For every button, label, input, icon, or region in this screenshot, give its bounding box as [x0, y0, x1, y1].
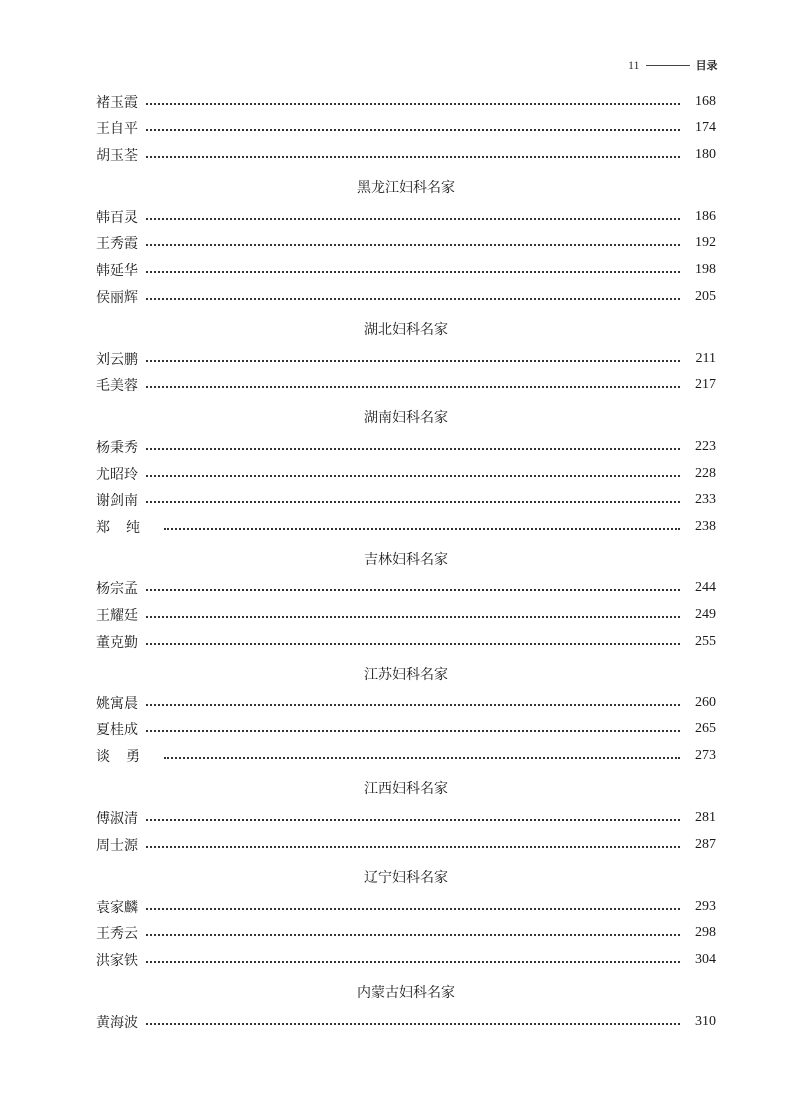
toc-entry[interactable]: [96, 835, 716, 855]
entry-page-number: 287: [695, 837, 716, 852]
entry-name: 毛美蓉: [96, 378, 138, 394]
dot-leader: [146, 271, 680, 273]
dot-leader: [146, 616, 680, 618]
entry-page-number: 265: [695, 721, 716, 736]
toc-entry[interactable]: [96, 118, 716, 138]
toc-entry[interactable]: [96, 1012, 716, 1032]
dot-leader: [146, 934, 680, 936]
entry-name: 夏桂成: [96, 722, 138, 738]
toc-entry[interactable]: [96, 632, 716, 652]
entry-name: 王秀云: [96, 926, 138, 942]
entry-name: 姚寓晨: [96, 696, 138, 712]
entry-page-number: 304: [695, 952, 716, 967]
entry-page-number: 273: [695, 748, 716, 763]
entry-page-number: 298: [695, 925, 716, 940]
entry-name: 谢剑南: [96, 493, 138, 509]
toc-entry[interactable]: [96, 605, 716, 625]
entry-name: 王秀霞: [96, 236, 138, 252]
dot-leader: [146, 386, 680, 388]
dot-leader: [164, 528, 680, 530]
entry-name: 褚玉霞: [96, 95, 138, 111]
entry-name: 董克勤: [96, 635, 138, 651]
entry-name: 王耀廷: [96, 608, 138, 624]
entry-name: 刘云鹏: [96, 352, 138, 368]
toc-entry[interactable]: [96, 437, 716, 457]
entry-name: 郑纯: [96, 520, 156, 536]
dot-leader: [146, 730, 680, 732]
dot-leader: [146, 360, 680, 362]
dot-leader: [164, 757, 680, 759]
toc-entry[interactable]: [96, 746, 716, 766]
dot-leader: [146, 961, 680, 963]
toc-entry[interactable]: [96, 233, 716, 253]
toc-entry[interactable]: [96, 693, 716, 713]
entry-name: 洪家铁: [96, 953, 138, 969]
section-heading: 湖北妇科名家: [364, 322, 448, 338]
entry-page-number: 205: [695, 289, 716, 304]
dot-leader: [146, 103, 680, 105]
toc-entry[interactable]: [96, 464, 716, 484]
entry-name: 韩百灵: [96, 210, 138, 226]
header-title: 目录: [695, 59, 718, 72]
entry-page-number: 293: [695, 899, 716, 914]
dot-leader: [146, 129, 680, 131]
entry-page-number: 217: [695, 377, 716, 392]
dot-leader: [146, 298, 680, 300]
entry-page-number: 260: [695, 695, 716, 710]
entry-page-number: 244: [695, 580, 716, 595]
dot-leader: [146, 156, 680, 158]
toc-entry[interactable]: [96, 950, 716, 970]
entry-page-number: 281: [695, 810, 716, 825]
entry-page-number: 174: [695, 120, 716, 135]
toc-entry[interactable]: [96, 923, 716, 943]
section-heading: 黑龙江妇科名家: [357, 180, 455, 196]
dot-leader: [146, 501, 680, 503]
dot-leader: [146, 704, 680, 706]
entry-page-number: 223: [695, 439, 716, 454]
toc-entry[interactable]: [96, 517, 716, 537]
dot-leader: [146, 475, 680, 477]
entry-name: 杨秉秀: [96, 440, 138, 456]
section-heading: 辽宁妇科名家: [364, 870, 448, 886]
toc-entry[interactable]: [96, 349, 716, 369]
entry-page-number: 168: [695, 94, 716, 109]
entry-name: 傅淑清: [96, 811, 138, 827]
dot-leader: [146, 244, 680, 246]
toc-entry[interactable]: [96, 375, 716, 395]
dot-leader: [146, 908, 680, 910]
toc-entry[interactable]: [96, 207, 716, 227]
toc-entry[interactable]: [96, 808, 716, 828]
entry-name: 袁家麟: [96, 900, 138, 916]
entry-name: 黄海波: [96, 1015, 138, 1031]
entry-page-number: 180: [695, 147, 716, 162]
entry-name: 尤昭玲: [96, 467, 138, 483]
dot-leader: [146, 218, 680, 220]
entry-page-number: 238: [695, 519, 716, 534]
toc-entry[interactable]: [96, 92, 716, 112]
entry-name: 韩延华: [96, 263, 138, 279]
dot-leader: [146, 448, 680, 450]
entry-page-number: 249: [695, 607, 716, 622]
section-heading: 江苏妇科名家: [364, 667, 448, 683]
toc-entry[interactable]: [96, 490, 716, 510]
entry-page-number: 192: [695, 235, 716, 250]
toc-entry[interactable]: [96, 287, 716, 307]
section-heading: 吉林妇科名家: [364, 552, 448, 568]
entry-page-number: 211: [695, 351, 716, 366]
entry-page-number: 186: [695, 209, 716, 224]
entry-name: 周士源: [96, 838, 138, 854]
entry-page-number: 255: [695, 634, 716, 649]
entry-page-number: 310: [695, 1014, 716, 1029]
dot-leader: [146, 589, 680, 591]
dot-leader: [146, 1023, 680, 1025]
toc-entry[interactable]: [96, 897, 716, 917]
entry-name: 侯丽辉: [96, 290, 138, 306]
entry-name: 杨宗孟: [96, 581, 138, 597]
toc-entry[interactable]: [96, 145, 716, 165]
toc-entry[interactable]: [96, 719, 716, 739]
section-heading: 江西妇科名家: [364, 781, 448, 797]
entry-name: 谈勇: [96, 749, 156, 765]
dot-leader: [146, 819, 680, 821]
entry-page-number: 228: [695, 466, 716, 481]
entry-name: 王自平: [96, 121, 138, 137]
entry-name: 胡玉荃: [96, 148, 138, 164]
section-heading: 湖南妇科名家: [364, 410, 448, 426]
page-number: 11: [628, 57, 640, 72]
entry-page-number: 198: [695, 262, 716, 277]
toc-entry[interactable]: [96, 578, 716, 598]
entry-page-number: 233: [695, 492, 716, 507]
toc-entry[interactable]: [96, 260, 716, 280]
dot-leader: [146, 846, 680, 848]
dot-leader: [146, 643, 680, 645]
section-heading: 内蒙古妇科名家: [357, 985, 455, 1001]
